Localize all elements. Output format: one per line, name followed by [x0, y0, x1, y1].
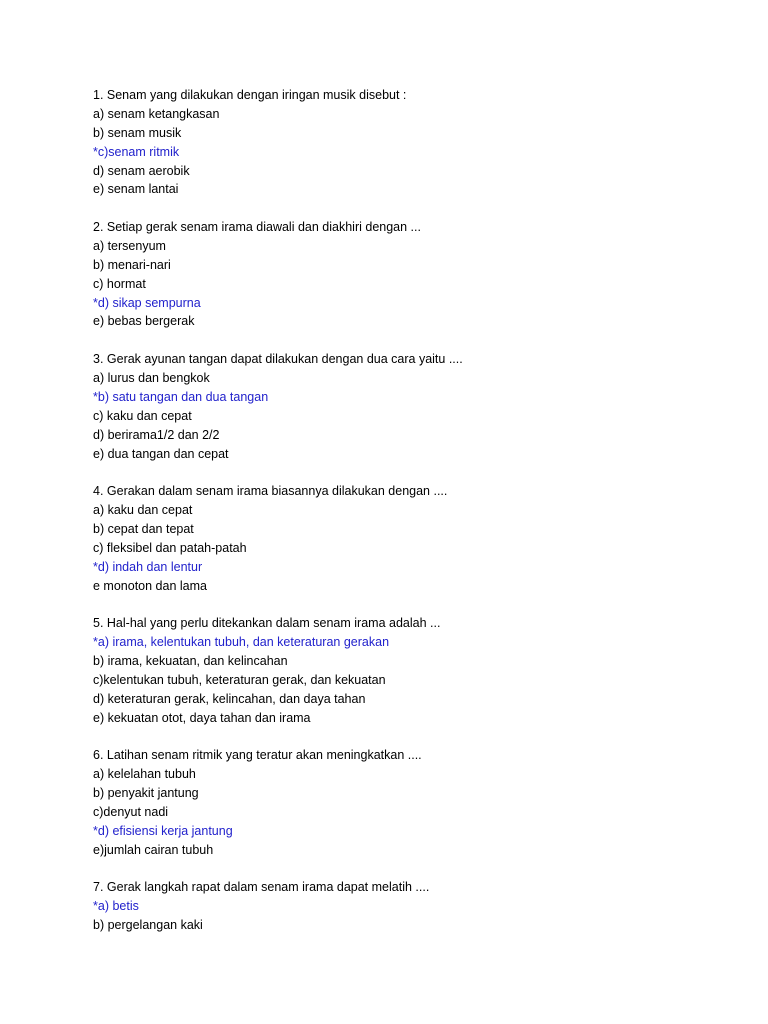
- question-1: [93, 86, 733, 199]
- option-a: a) kaku dan cepat: [93, 502, 193, 517]
- option-c: c) kaku dan cepat: [93, 408, 192, 423]
- option-e: e) kekuatan otot, daya tahan dan irama: [93, 710, 311, 725]
- option-d-correct-answer: *d) indah dan lentur: [93, 559, 203, 574]
- option-d-correct-answer: *d) efisiensi kerja jantung: [93, 823, 233, 838]
- question-prompt: 2. Setiap gerak senam irama diawali dan diakhiri dengan ...: [93, 220, 421, 235]
- question-3: [93, 350, 733, 463]
- option-c: c)denyut nadi: [93, 804, 169, 819]
- option-b: b) irama, kekuatan, dan kelincahan: [93, 653, 288, 668]
- question-2: [93, 218, 733, 331]
- option-a: a) kelelahan tubuh: [93, 767, 196, 782]
- quiz-document: [93, 86, 733, 954]
- question-prompt: 7. Gerak langkah rapat dalam senam irama dapat melatih ....: [93, 880, 430, 895]
- question-7: [93, 878, 733, 935]
- option-d: d) berirama1/2 dan 2/2: [93, 427, 220, 442]
- question-prompt: 1. Senam yang dilakukan dengan iringan musik disebut :: [93, 88, 407, 102]
- option-b-correct-answer: *b) satu tangan dan dua tangan: [93, 389, 269, 404]
- option-c: c) fleksibel dan patah-patah: [93, 540, 247, 555]
- question-prompt: 6. Latihan senam ritmik yang teratur akan meningkatkan ....: [93, 748, 422, 763]
- option-e: e) dua tangan dan cepat: [93, 446, 229, 461]
- option-d-correct-answer: *d) sikap sempurna: [93, 295, 201, 310]
- option-e: e) senam lantai: [93, 182, 179, 197]
- question-4: [93, 482, 733, 595]
- option-b: b) cepat dan tepat: [93, 521, 194, 536]
- question-prompt: 4. Gerakan dalam senam irama biasannya dilakukan dengan ....: [93, 484, 448, 499]
- option-d: d) keteraturan gerak, kelincahan, dan daya tahan: [93, 691, 366, 706]
- option-a: a) senam ketangkasan: [93, 106, 220, 121]
- option-e: e) bebas bergerak: [93, 314, 195, 329]
- option-a-correct-answer: *a) irama, kelentukan tubuh, dan keteraturan gerakan: [93, 635, 390, 650]
- option-b: b) menari-nari: [93, 257, 171, 272]
- question-prompt: 3. Gerak ayunan tangan dapat dilakukan dengan dua cara yaitu ....: [93, 352, 463, 367]
- option-b: b) pergelangan kaki: [93, 917, 203, 932]
- option-b: b) penyakit jantung: [93, 785, 199, 800]
- option-c: c) hormat: [93, 276, 146, 291]
- option-a: a) lurus dan bengkok: [93, 370, 210, 385]
- option-d: d) senam aerobik: [93, 163, 190, 178]
- option-c-correct-answer: *c)senam ritmik: [93, 144, 180, 159]
- option-a-correct-answer: *a) betis: [93, 899, 139, 914]
- option-b: b) senam musik: [93, 125, 182, 140]
- option-c: c)kelentukan tubuh, keteraturan gerak, dan kekuatan: [93, 672, 386, 687]
- question-6: [93, 746, 733, 859]
- question-prompt: 5. Hal-hal yang perlu ditekankan dalam senam irama adalah ...: [93, 616, 441, 631]
- option-e: e)jumlah cairan tubuh: [93, 842, 214, 857]
- question-5: [93, 614, 733, 727]
- option-e: e monoton dan lama: [93, 578, 207, 593]
- option-a: a) tersenyum: [93, 238, 166, 253]
